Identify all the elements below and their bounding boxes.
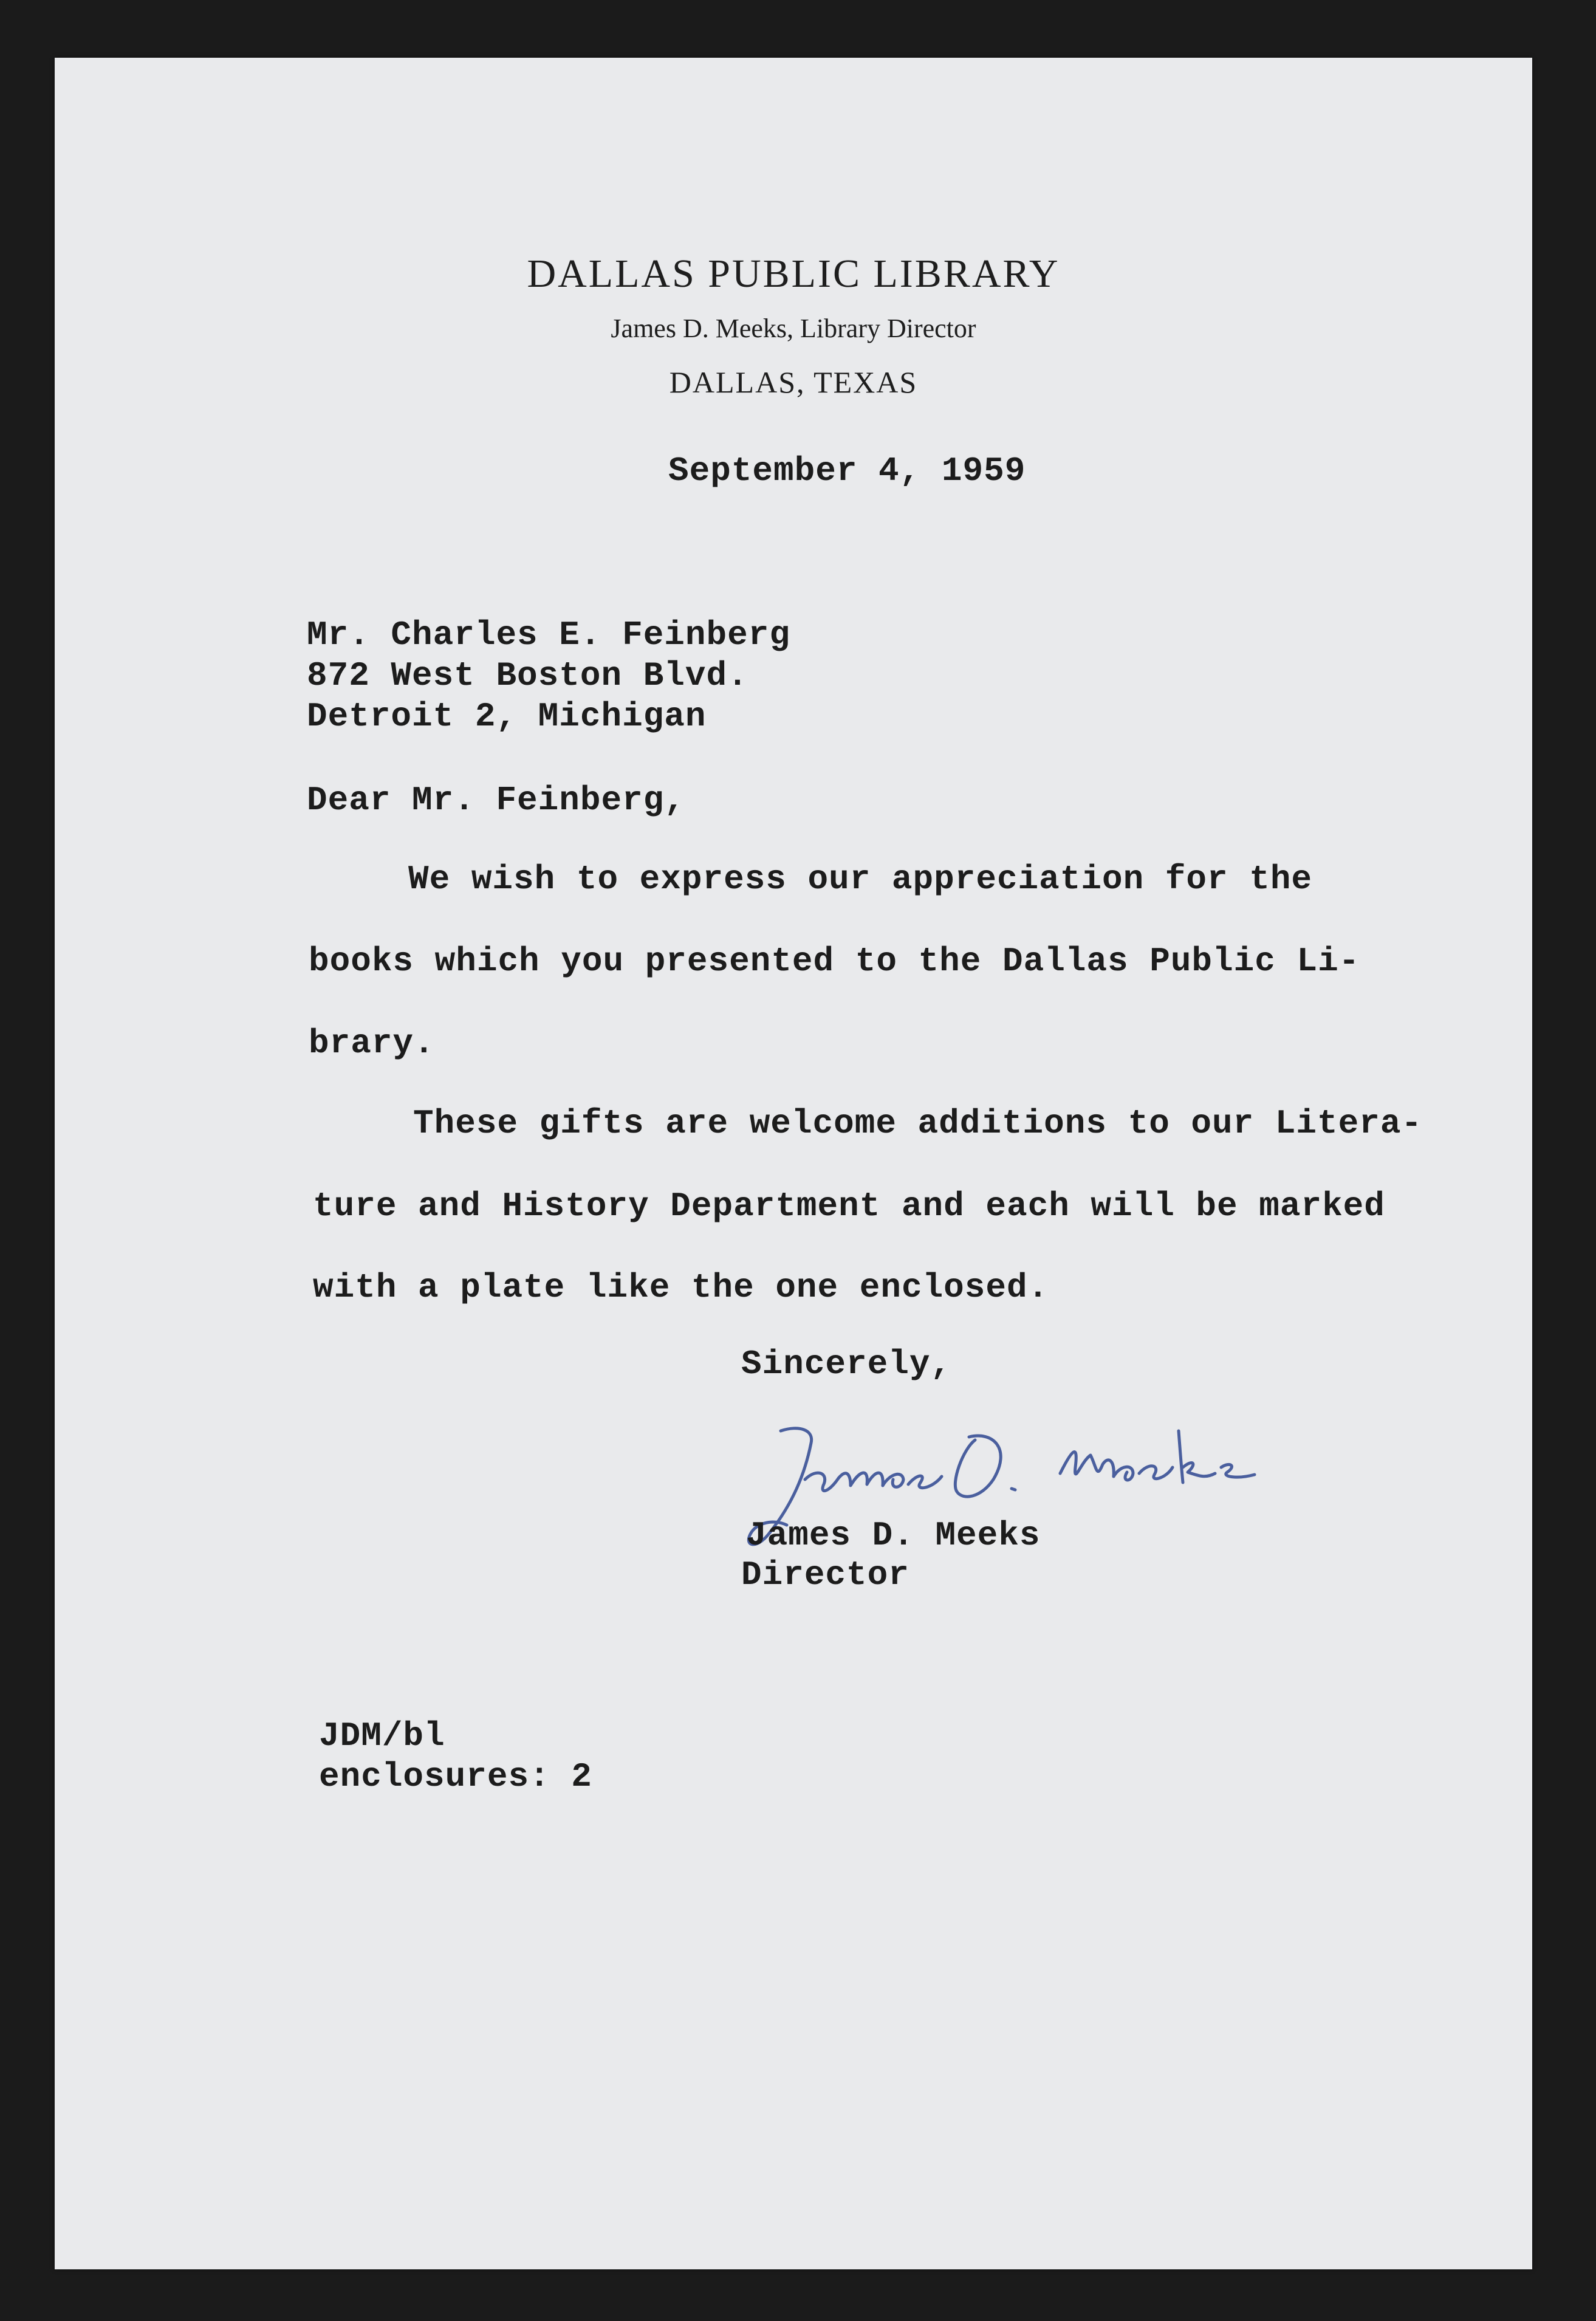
salutation: Dear Mr. Feinberg,: [307, 781, 685, 820]
body-p2-line3: with a plate like the one enclosed.: [313, 1268, 1049, 1307]
letterhead-city: DALLAS, TEXAS: [669, 365, 918, 399]
body-p2-line1: These gifts are welcome additions to our Litera-: [413, 1104, 1423, 1143]
recipient-name: Mr. Charles E. Feinberg: [307, 615, 790, 654]
body-p1-line3: brary.: [309, 1024, 435, 1063]
body-p2-line2: ture and History Department and each will be marked: [313, 1187, 1385, 1226]
enclosures-note: enclosures: 2: [319, 1757, 592, 1796]
recipient-city: Detroit 2, Michigan: [307, 697, 707, 736]
recipient-street: 872 West Boston Blvd.: [307, 656, 748, 695]
reference-initials: JDM/bl: [319, 1716, 445, 1755]
signer-name: James D. Meeks: [746, 1516, 1041, 1555]
letterhead-title: DALLAS PUBLIC LIBRARY: [527, 252, 1060, 296]
signer-title: Director: [741, 1555, 909, 1594]
letter-page: [55, 58, 1532, 2269]
body-p1-line1: We wish to express our appreciation for the: [408, 860, 1313, 899]
closing: Sincerely,: [741, 1345, 952, 1383]
body-p1-line2: books which you presented to the Dallas Public Li-: [309, 942, 1360, 981]
letterhead-director: James D. Meeks, Library Director: [611, 314, 976, 343]
letter-date: September 4, 1959: [668, 451, 1026, 490]
